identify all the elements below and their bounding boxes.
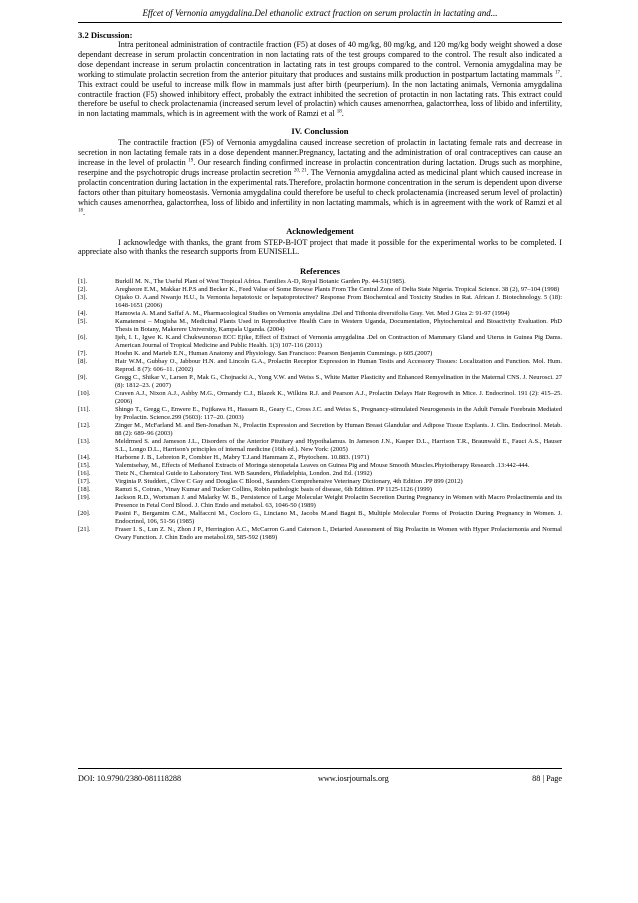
reference-item [78, 318, 562, 334]
reference-item [78, 358, 562, 374]
reference-item [78, 406, 562, 422]
reference-number: [12]. [78, 422, 91, 430]
reference-item [78, 454, 562, 462]
reference-text: Ramzi S., Cotran., Vinay Kumar and Tucker Collins, Robin pathologic basis of disease, 6th Edition. PP 1125-1126 (1999) [115, 486, 432, 494]
reference-text: Craven A.J., Nixon A.J., Ashby M.G., Ormandy C.J., Blazek K., Wilkins R.J. and Pearson A.J., Prolactin Delays Hair Regrowth in Mice. J. Endocrinol. 191 (2): 415–25. (2006) [115, 390, 562, 406]
conclusion-text-c: . The Vernonia amygdalina acted as medicinal plant which caused increase in prolactin concentration during lactation in the experimental rats.Therefore, prolactin hormone concentration in the serum is dependent upon diverse factors other than pituitary homeostasis. Vernonia amygdalina could therefore be useful to check prolactenamia (increased serum level of prolactin) which causes amenorrhea, galactorrhea, loss of libido and infertility in non lactating mammals, which is in agreement with the work of Ramzi et al [78, 167, 562, 207]
reference-number: [9]. [78, 374, 88, 382]
references-heading: References [300, 266, 340, 277]
reference-item [78, 294, 562, 310]
reference-number: [18]. [78, 486, 91, 494]
reference-text: Fraser I. S., Lun Z. N., Zhon J P., Herrington A.C., McCarron G.and Caterson I., Detarted Assessment of Big Prolactin in Women with Hyper Prolacternonia and Normal Ovary Function. J. Chin Endo are metabol.69, 585-592 (1989) [115, 526, 562, 542]
footer-rule [78, 768, 562, 769]
reference-text: Meldrmed S. and Jameson J.L., Disorders of the Anterior Pituitary and Hypothalamus. In Jameson J.N., Kasper D.L., Harrison T.R., Braunwald E., Fauci A.S., Hauser S.L., Longo D.L., Harrison's principles of internal medicine (16th ed.). New York: (2005) [115, 438, 562, 454]
acknowledgement-heading: Acknowledgement [286, 225, 354, 236]
conclusion-paragraph [78, 138, 562, 217]
reference-list [78, 278, 562, 542]
reference-text: Hamowia A. M.and Saffaf A. M., Pharmacological Studies on Vernonia amydalina .Del and Tithonia diversifolia Gray. Vet. Med J Giza 2: 91-97 (1994) [115, 310, 510, 318]
reference-number: [16]. [78, 470, 91, 478]
acknowledgement-text: I acknowledge with thanks, the grant from STEP-B-IOT project that made it possible for the experimental works to be completed. I appreciate also with thanks the research supports from EUNISELL. [78, 237, 562, 257]
conclusion-text-b: . Our research finding confirmed increase in prolactin concentration during lactation. Drugs such as morphine, reserpine and the psychotropic drugs increase prolactin secretion [78, 158, 562, 177]
page-body [78, 30, 562, 542]
reference-text: Aregheore E.M., Makkar H.P.S and Becker K., Feed Value of Some Browse Plants From The Central Zone of Delta State Nigeria. Tropical Science. 38 (2), 97–104 (1998) [115, 286, 560, 294]
citation: 18 [78, 207, 83, 213]
header-rule [78, 22, 562, 23]
reference-item [78, 462, 562, 470]
reference-item [78, 478, 562, 486]
footer-website: www.iosrjournals.org [318, 774, 389, 783]
reference-number: [19]. [78, 494, 91, 502]
reference-number: [15]. [78, 462, 91, 470]
reference-item [78, 310, 562, 318]
reference-text: Gregg C., Shikar V., Larsen P., Mak G., Chojnacki A., Yong V.W. and Weiss S., White Matter Plasticity and Enhanced Remyelination in the Maternal CNS. J. Neurosci. 27 (8): 1812–23. ( 2007) [115, 374, 562, 390]
discussion-heading: 3.2 Discussion: [78, 30, 133, 40]
reference-text: Jackson R.D., Wortsman J. and Malarky W. B., Persistence of Large Molecular Weight Prolactin Secretion During Pregnancy in Women with Macro Prolactinemia and its Presence in Fetal Cord Blood. J. Chin Endo and metabol. 63, 1046-50 (1989) [115, 494, 562, 510]
reference-text: Hoehn K. and Marieb E.N., Human Anatomy and Physiology. San Francisco: Pearson Benjamin Cummings. p 605.(2007) [115, 350, 433, 358]
reference-item [78, 494, 562, 510]
footer-doi: DOI: 10.9790/2380-081118288 [78, 774, 182, 783]
conclusion-text-d: . [83, 207, 86, 217]
citation: 20, 21 [293, 168, 307, 174]
reference-text: Shingo T., Gregg C., Enwere E., Fujikawa H., Hassam R., Geary C., Cross J.C. and Weiss S., Pregnancy-stimulated Neurogenesis in the Adult Female Forebrain Mediated by Prolactin. Science.299 (5603): 117–20. (2003) [115, 406, 562, 422]
reference-number: [11]. [78, 406, 91, 414]
citation: 18 [336, 109, 342, 115]
reference-text: Ijeh, I. I., Igwe K. K.and Chukwunonso ECC Ejike, Effect of Extract of Vernonia amygdalina .Del on Contraction of Mammary Gland and Uterus in Guinea Pig Dams. American Journal of Tropical Medicine and Public Health. 1(3) 107-116 (2011) [115, 334, 562, 350]
reference-number: [13]. [78, 438, 91, 446]
reference-item [78, 390, 562, 406]
reference-item [78, 438, 562, 454]
reference-number: [3]. [78, 294, 88, 302]
discussion-text-1: Intra peritoneal administration of contractile fraction (F5) at doses of 40 mg/kg, 80 mg/kg, and 120 mg/kg body weight showed a dose dependant decrease in serum prolactin concentration in non lactating rats of the test groups compared to the control. The result also indicated a dose dependant increase in serum prolactin concentration in lactating rats in test groups compared to the control. Vernonia amygdalina may be working to stimulate prolactin secretion from the anterior pituitary that produces and sustains milk production in postpartum lactating mammals [78, 40, 562, 79]
reference-number: [20]. [78, 510, 91, 518]
reference-item [78, 510, 562, 526]
reference-number: [1]. [78, 278, 88, 286]
reference-item [78, 486, 562, 494]
reference-number: [14]. [78, 454, 91, 462]
reference-number: [7]. [78, 350, 88, 358]
reference-text: Hair W.M., Gubbay O., Jabbour H.N. and Lincoln G.A., Prolactin Receptor Expression in Human Testis and Accessory Tissues: Localization and Function. Mol. Hum. Reprod. 8 (7): 606–11. (2002) [115, 358, 562, 374]
reference-item [78, 286, 562, 294]
reference-text: Burkill M. N., The Useful Plant of West Tropical Africa. Families A-D, Royal Botanic Garden Pp. 44-51(1985). [115, 278, 406, 286]
citation: 19 [188, 158, 194, 164]
reference-number: [17]. [78, 478, 91, 486]
citation: 17 [554, 69, 560, 75]
reference-number: [4]. [78, 310, 88, 318]
reference-item [78, 526, 562, 542]
footer-page-number: 88 | Page [532, 774, 562, 783]
reference-number: [2]. [78, 286, 88, 294]
reference-item [78, 334, 562, 350]
reference-text: Pasini F., Bergamim C.M., Malfaccni M., Cocloro G., Linciano M., Jacobs M.and Bagni B., Multiple Molecular Forms of Protactin During Pregnancy in Women. J. Endocrinol, 106, 51-56 (1985) [115, 510, 562, 526]
reference-text: Harborne J. B., Lebreton P., Combier H., Mabry T.J.and Hammam Z., Phytochem. 10.883. (1971) [115, 454, 370, 462]
reference-text: Kamatenesi – Mugisha M., Medicinal Plants Used in Reproductive Health Care in Western Uganda, Documentation, Phytochemical and Bioactivity Evaluation. PhD Thesis in Botany, Makerere University, Kampala Uganda. (2004) [115, 318, 562, 334]
conclusion-text-a: The contractile fraction (F5) of Vernonia amygdalina caused increase secretion of prolactin in lactating female rats and decrease in secretion in non lactating female rats in a dose dependent manner.Pregnancy, lactating and the administration of oral contraceptives can cause an increase in the level of prolactin [78, 138, 562, 168]
reference-item [78, 278, 562, 286]
reference-number: [10]. [78, 390, 91, 398]
reference-number: [21]. [78, 526, 91, 534]
reference-text: Yalemtsehay, M., Effects of Methanol Extracts of Moringa stenopetala Leaves on Guinea Pig and Mouse Smooth Muscles.Phytotherapy Research .13:442-444. [115, 462, 530, 470]
reference-item [78, 350, 562, 358]
reference-text: Tietz N., Chemical Guide to Laboratory Test. WB Saunders, Philadelphia, London. 2nd Ed. (1992) [115, 470, 372, 478]
discussion-text-end: . [341, 109, 344, 119]
discussion-paragraph [78, 40, 562, 119]
conclusion-heading: IV. Conclussion [291, 126, 349, 137]
reference-text: Ojiako O. A.and Nwanjo H.U., Is Vernonia hepatotoxic or hepatoprotective? Response From Biochemical and Toxicity Studies in Rat. African J. Biotechnology. 5 (18): 1648-1651 (2006) [115, 294, 562, 310]
discussion-text-2: . This extract could be useful to increase milk flow in mammals just after birth (peurperium). In the non lactating animals, Vernonia amygdalina contractile fraction (F5) showed inhibitory effect, probably the extract inhibited the secretion of protactin in non lactating rats. This extract could therefore be useful to check prolactenamia (increased serum level of prolactin) which causes amenorrhea, galactorrhea, loss of libido and infertility, in non lactating mammals, which is in agreement with the work of Ramzi et al [78, 69, 563, 119]
reference-number: [8]. [78, 358, 88, 366]
reference-item [78, 470, 562, 478]
running-title: Effcet of Vernonia amygdalina.Del ethanolic extract fraction on serum prolactin in lactating and... [142, 8, 498, 18]
reference-text: Zinger M., McFarland M. and Ben-Jonathan N., Prolactin Expression and Secretion by Human Breast Glandular and Adipose Tissue Explants. J. Clin. Endocrinol. Metab. 88 (2): 689–96 (2003) [115, 422, 562, 438]
reference-text: Virginia P. Studdert., Clive C Gay and Douglas C Blood., Saunders Comprehensive Veterinary Dictionary, 4th Edition .PP 899 (2012) [115, 478, 463, 486]
reference-number: [5]. [78, 318, 88, 326]
reference-number: [6]. [78, 334, 88, 342]
reference-item [78, 374, 562, 390]
reference-item [78, 422, 562, 438]
